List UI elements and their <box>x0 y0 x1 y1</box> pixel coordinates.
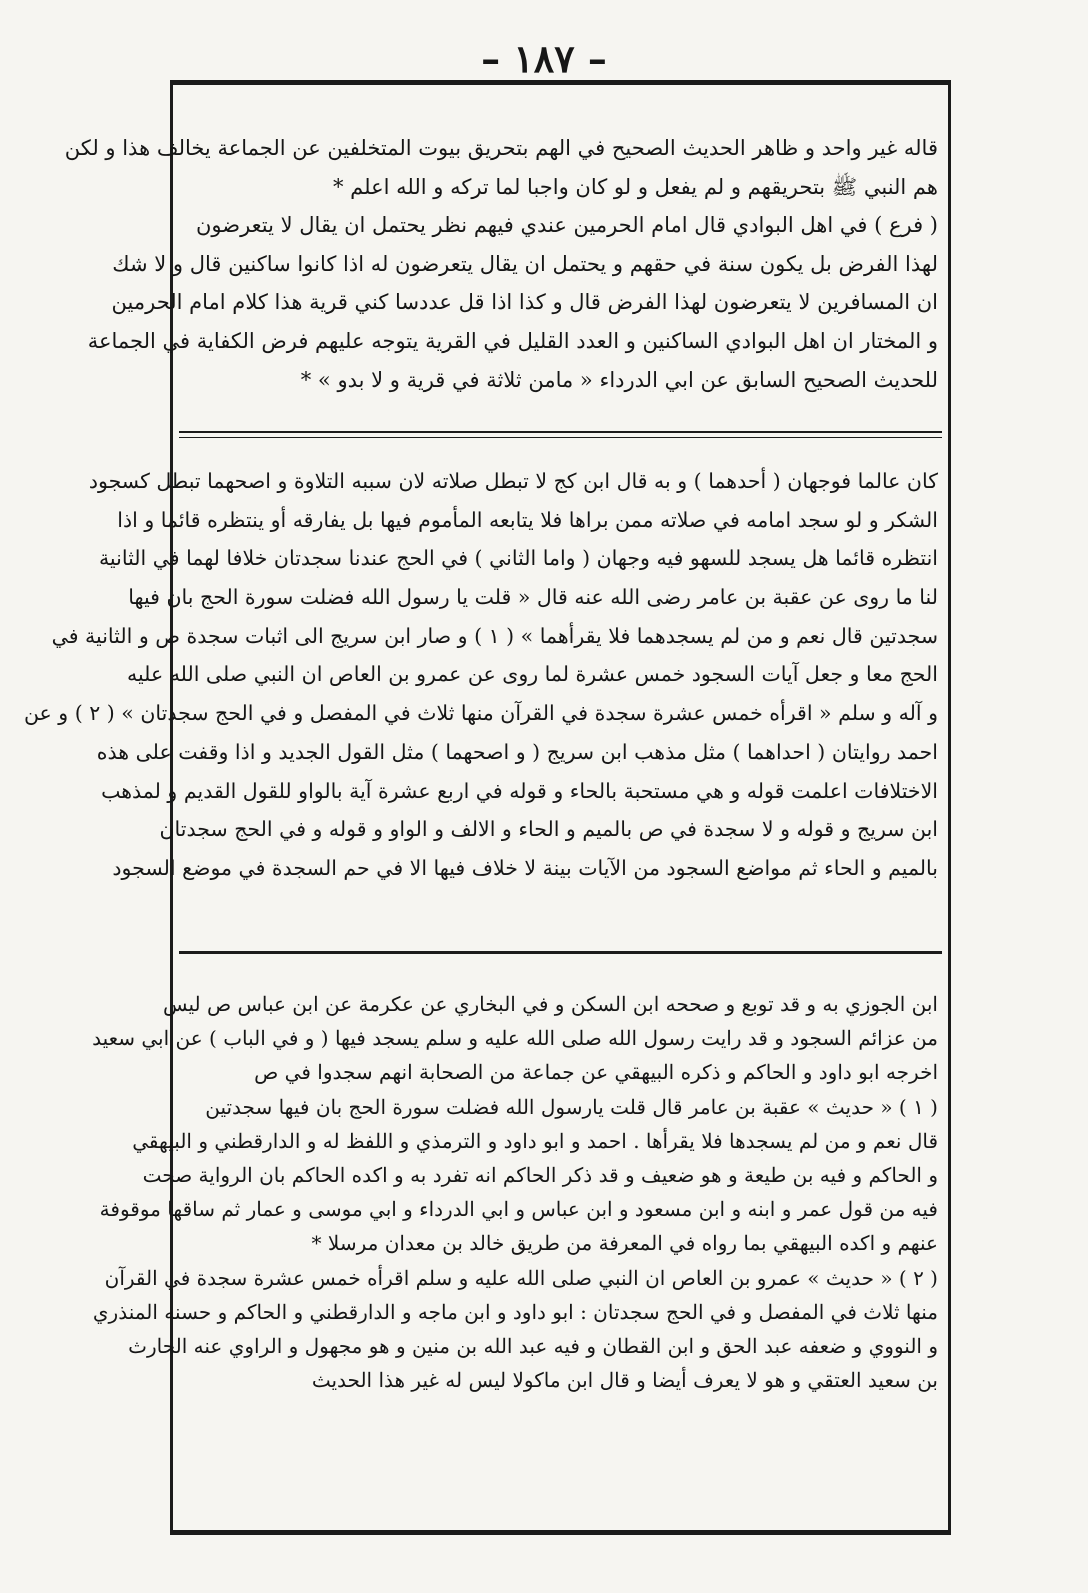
text-line: كان عالما فوجهان ( أحدهما ) و به قال ابن كج لا تبطل صلاته لان سببه التلاوة و اصحهما تبطل كسجود <box>88 469 938 493</box>
footnote-line: قال نعم و من لم يسجدها فلا يقرأها . احمد و ابو داود و الترمذي و اللفظ له و الدارقطني و البيهقي <box>132 1128 938 1153</box>
main-text-block <box>64 129 938 399</box>
text-line: لنا ما روى عن عقبة بن عامر رضى الله عنه قال « قلت يا رسول الله فضلت سورة الحج بان فيها <box>128 585 938 610</box>
text-line: هم النبي ﷺ بتحريقهم و لم يفعل و لو كان واجبا لما تركه و الله اعلم * <box>332 174 938 199</box>
footnote-line: اخرجه ابو داود و الحاكم و ذكره البيهقي عن جماعة من الصحابة انهم سجدوا في ص <box>254 1060 938 1085</box>
page-frame <box>23 80 951 1535</box>
footnote-line: و النووي و ضعفه عبد الحق و ابن القطان و فيه عبد الله بن منين و هو مجهول و الراوي عنه الحارث <box>128 1333 938 1358</box>
text-line: للحديث الصحيح السابق عن ابي الدرداء « مامن ثلاثة في قرية و لا بدو » * <box>300 367 938 392</box>
footnote-line: عنهم و اكده البيهقي بما رواه في المعرفة من طريق خالد بن معدان مرسلا * <box>311 1231 938 1256</box>
section-divider <box>179 431 942 433</box>
text-line: الحج معا و جعل آيات السجود خمس عشرة لما روى عن عمرو بن العاص ان النبي صلى الله عليه <box>126 662 938 687</box>
footnote-line: بن سعيد العتقي و هو لا يعرف أيضا و قال ابن ماكولا ليس له غير هذا الحديث <box>311 1368 938 1393</box>
text-line: الشكر و لو سجد امامه في صلاته ممن براها فلا يتابعه المأموم فيها بل يفارقه أو ينتظره قائما و اذا <box>117 507 938 532</box>
footnote-line: ( ٢ ) « حديث » عمرو بن العاص ان النبي صلى الله عليه و سلم اقرأه خمس عشرة سجدة في القرآن <box>104 1265 938 1290</box>
text-line: ابن سريج و قوله و لا سجدة في ص بالميم و الحاء و الالف و الواو و قوله و في الحج سجدتان <box>159 817 938 842</box>
footnote-line: ابن الجوزي به و قد توبع و صححه ابن السكن و في البخاري عن عكرمة عن ابن عباس ص ليس <box>162 992 938 1016</box>
text-line: و المختار ان اهل البوادي الساكنين و العدد القليل في القرية يتوجه عليهم فرض الكفاية في الجماعة <box>87 328 938 353</box>
footnote-line: ( ١ ) « حديث » عقبة بن عامر قال قلت يارسول الله فضلت سورة الحج بان فيها سجدتين <box>205 1094 938 1119</box>
page-number: – ١٨٧ – <box>481 36 607 81</box>
text-line: لهذا الفرض بل يكون سنة في حقهم و يحتمل ان يقال يتعرضون له اذا كانوا ساكنين قال و لا شك <box>112 251 938 276</box>
text-line: قاله غير واحد و ظاهر الحديث الصحيح في الهم بتحريق بيوت المتخلفين عن الجماعة يخالف هذا و لكن <box>64 136 938 160</box>
footnote-line: منها ثلاث في المفصل و في الحج سجدتان : ابو داود و ابن ماجه و الدارقطني و الحاكم و حسنه المنذري <box>92 1299 938 1324</box>
footnote-line: من عزائم السجود و قد رايت رسول الله صلى الله عليه و سلم يسجد فيها ( و في الباب ) عن ابي سعيد <box>92 1026 938 1051</box>
text-line: ( فرع ) في اهل البوادي قال امام الحرمين عندي فيهم نظر يحتمل ان يقال لا يتعرضون <box>195 213 938 238</box>
footnote-line: و الحاكم و فيه بن طيعة و هو ضعيف و قد ذكر الحاكم انه تفرد به و اكده الحاكم بان الرواية صحت <box>142 1162 938 1187</box>
text-line: الاختلافات اعلمت قوله و هي مستحبة بالحاء و قوله في اربع عشرة آية بالواو للقول القديم و لمذهب <box>101 778 938 803</box>
footnote-line: فيه من قول عمر و ابنه و ابن مسعود و ابن عباس و ابي الدرداء و ابي موسى و عمار ثم ساقها موقوفة <box>99 1197 938 1222</box>
footnote-divider <box>179 951 942 954</box>
text-line: ان المسافرين لا يتعرضون لهذا الفرض قال و كذا اذا قل عددسا كني قرية هذا كلام امام الحرمين <box>111 290 938 315</box>
section-divider <box>179 437 942 438</box>
text-line: احمد روايتان ( احداهما ) مثل مذهب ابن سريج ( و اصحهما ) مثل القول الجديد و اذا وقفت على هذه <box>96 739 938 764</box>
text-line: انتظره قائما هل يسجد للسهو فيه وجهان ( واما الثاني ) في الحج عندنا سجدتان خلافا لهما في الثانية <box>98 546 938 571</box>
text-line: سجدتين قال نعم و من لم يسجدهما فلا يقرأهما » ( ١ ) و صار ابن سريج الى اثبات سجدة ص و الثانية في <box>51 623 938 648</box>
commentary-text-block <box>23 462 938 888</box>
text-line: بالميم و الحاء ثم مواضع السجود من الآيات بينة لا خلاف فيها الا في حم السجدة في موضع السجود <box>112 855 938 880</box>
text-line: و آله و سلم « اقرأه خمس عشرة سجدة في القرآن منها ثلاث في المفصل و في الحج سجدتان » ( ٢ ) و عن <box>23 701 938 726</box>
footnotes-block <box>92 987 938 1397</box>
